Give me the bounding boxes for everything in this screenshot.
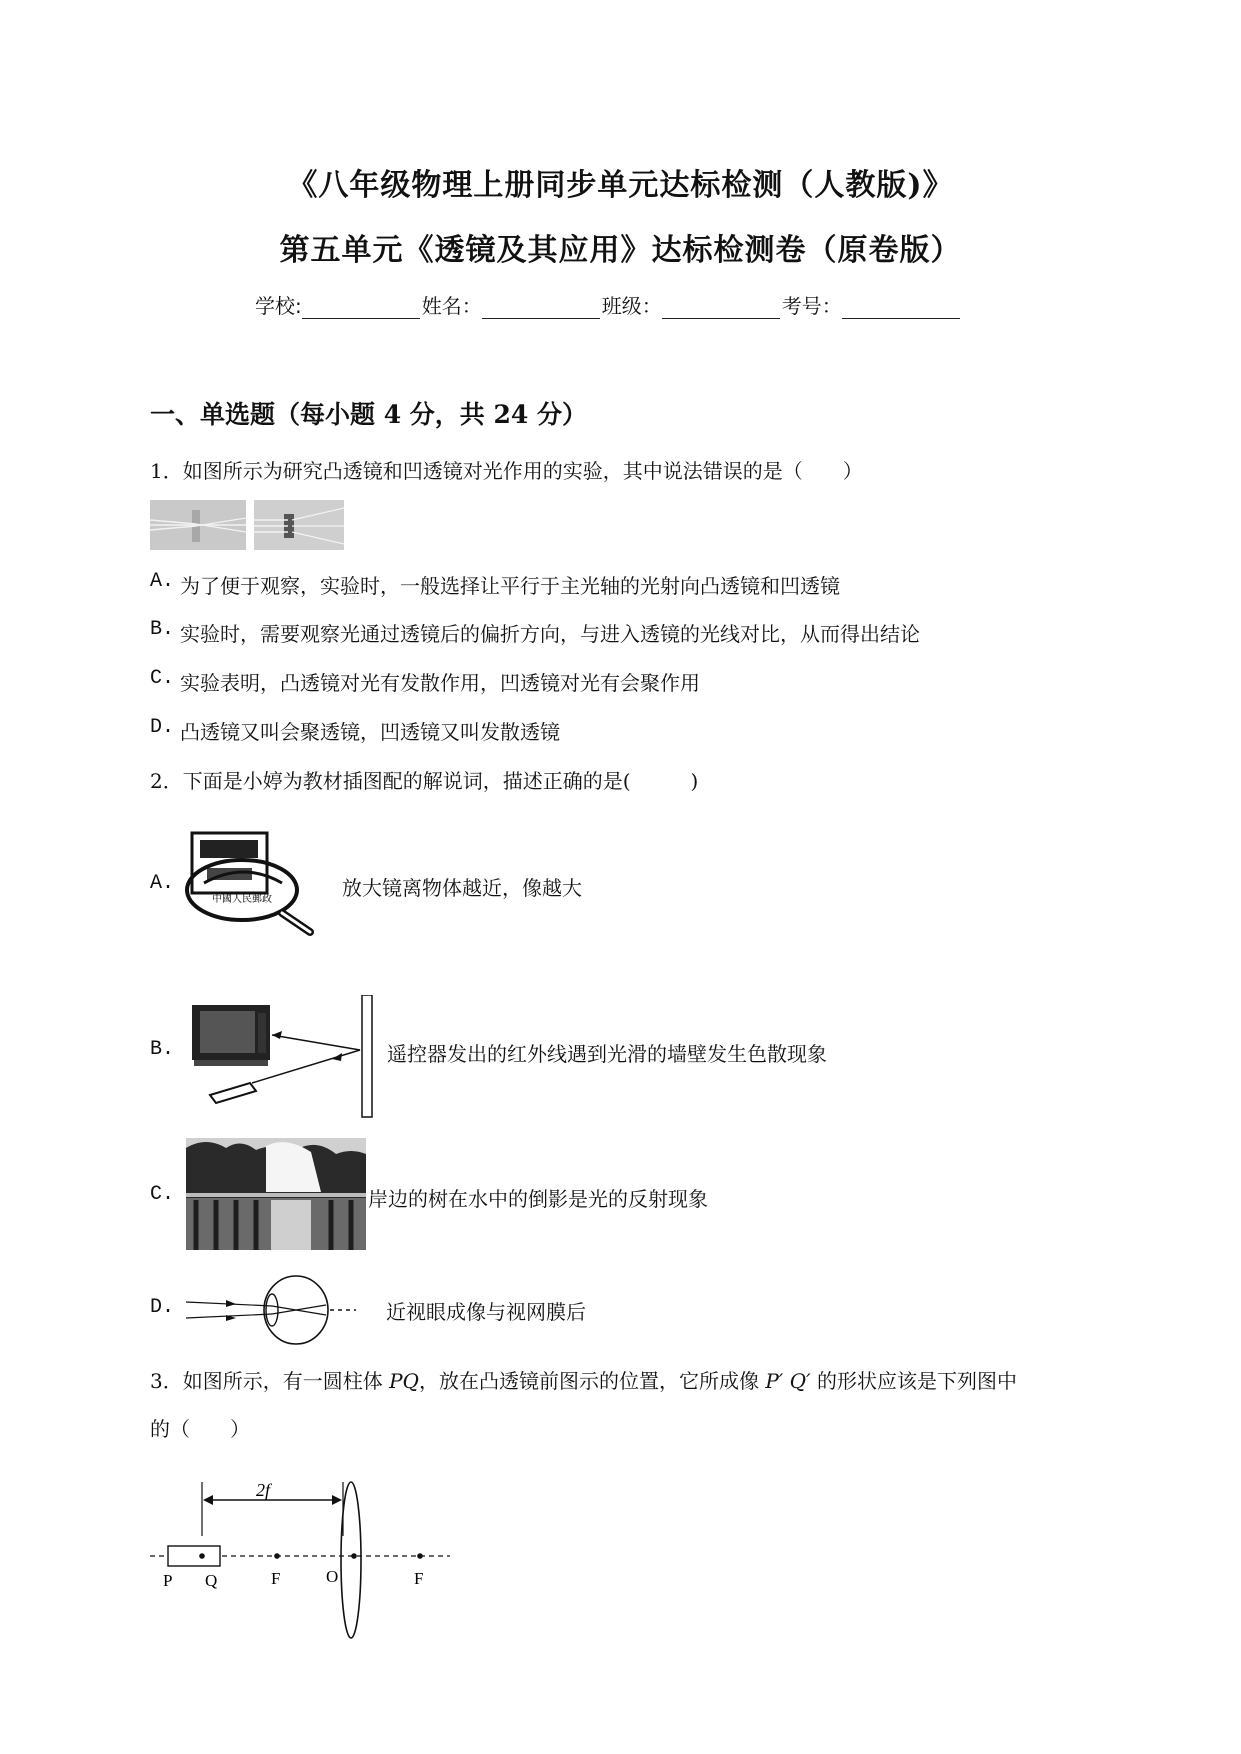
class-field[interactable] xyxy=(662,298,780,319)
section-heading: 一、单选题（每小题 4 分，共 24 分） xyxy=(150,400,588,429)
name-label: 姓名： xyxy=(421,294,482,318)
label-p: P xyxy=(163,1571,173,1590)
q2-option-a-text: 放大镜离物体越近，像越大 xyxy=(342,876,582,900)
stamp-text: 中國人民郵政 xyxy=(212,894,272,905)
question-3-stem-line1: 3．如图所示，有一圆柱体 PQ，放在凸透镜前图示的位置，它所成像 P′ Q′ 的形状应该是下列图中 xyxy=(150,1369,1017,1393)
q2-option-b-text: 遥控器发出的红外线遇到光滑的墙壁发生色散现象 xyxy=(387,1042,827,1066)
convex-lens xyxy=(341,1482,361,1638)
document-subtitle: 第五单元《透镜及其应用》达标检测卷（原卷版） xyxy=(279,233,962,268)
question-1-stem: 1．如图所示为研究凸透镜和凹透镜对光作用的实验，其中说法错误的是（ ） xyxy=(150,459,863,483)
q2-option-d-text: 近视眼成像与视网膜后 xyxy=(386,1300,586,1324)
question-2-stem: 2．下面是小婷为教材插图配的解说词，描述正确的是( ) xyxy=(150,769,699,793)
image-pq: P′ Q′ xyxy=(765,1369,811,1393)
q1-option-d-text: 凸透镜又叫会聚透镜，凹透镜又叫发散透镜 xyxy=(180,720,560,744)
optical-center xyxy=(351,1553,357,1559)
school-label: 学校: xyxy=(255,294,302,318)
focal-point-left xyxy=(274,1553,280,1559)
lens-object-diagram xyxy=(150,1470,450,1645)
label-f-right: F xyxy=(414,1569,424,1588)
focal-point-right xyxy=(417,1553,423,1559)
remote-control-figure xyxy=(192,995,377,1120)
q1-option-c-label: C. xyxy=(150,667,175,690)
q1-option-d-label: D. xyxy=(150,716,175,739)
exam-number-field[interactable] xyxy=(842,298,960,319)
document-title: 《八年级物理上册同步单元达标检测（人教版)》 xyxy=(287,168,954,203)
myopia-eye-diagram xyxy=(186,1272,376,1348)
q2-option-b-label: B. xyxy=(150,1038,175,1061)
cylinder-pq xyxy=(168,1546,220,1566)
q1-option-a-label: A. xyxy=(150,570,175,593)
concave-lens-photo xyxy=(254,500,344,550)
q1-option-b-label: B. xyxy=(150,618,175,641)
label-o: O xyxy=(326,1567,339,1586)
exam-number-label: 考号： xyxy=(781,294,842,318)
q2-option-d-label: D. xyxy=(150,1296,175,1319)
q2-option-c-text: 岸边的树在水中的倒影是光的反射现象 xyxy=(368,1187,708,1211)
class-label: 班级： xyxy=(601,294,662,318)
distance-label: 2f xyxy=(256,1480,271,1500)
question-3-stem-line2: 的（ ） xyxy=(150,1417,250,1441)
label-q: Q xyxy=(205,1571,218,1590)
label-f-left: F xyxy=(271,1569,281,1588)
student-info-line xyxy=(255,290,962,319)
q1-option-b-text: 实验时，需要观察光通过透镜后的偏折方向，与进入透镜的光线对比，从而得出结论 xyxy=(180,622,920,646)
name-field[interactable] xyxy=(482,298,600,319)
q2-option-a-label: A. xyxy=(150,872,175,895)
tree-reflection-photo xyxy=(186,1138,366,1250)
q2-option-c-label: C. xyxy=(150,1183,175,1206)
magnifier-stamp-figure xyxy=(182,828,332,938)
object-pq: PQ xyxy=(389,1369,419,1393)
q1-option-a-text: 为了便于观察，实验时，一般选择让平行于主光轴的光射向凸透镜和凹透镜 xyxy=(180,574,840,598)
school-field[interactable] xyxy=(302,298,420,319)
q1-option-c-text: 实验表明，凸透镜对光有发散作用，凹透镜对光有会聚作用 xyxy=(180,671,700,695)
convex-lens-photo xyxy=(150,500,246,550)
